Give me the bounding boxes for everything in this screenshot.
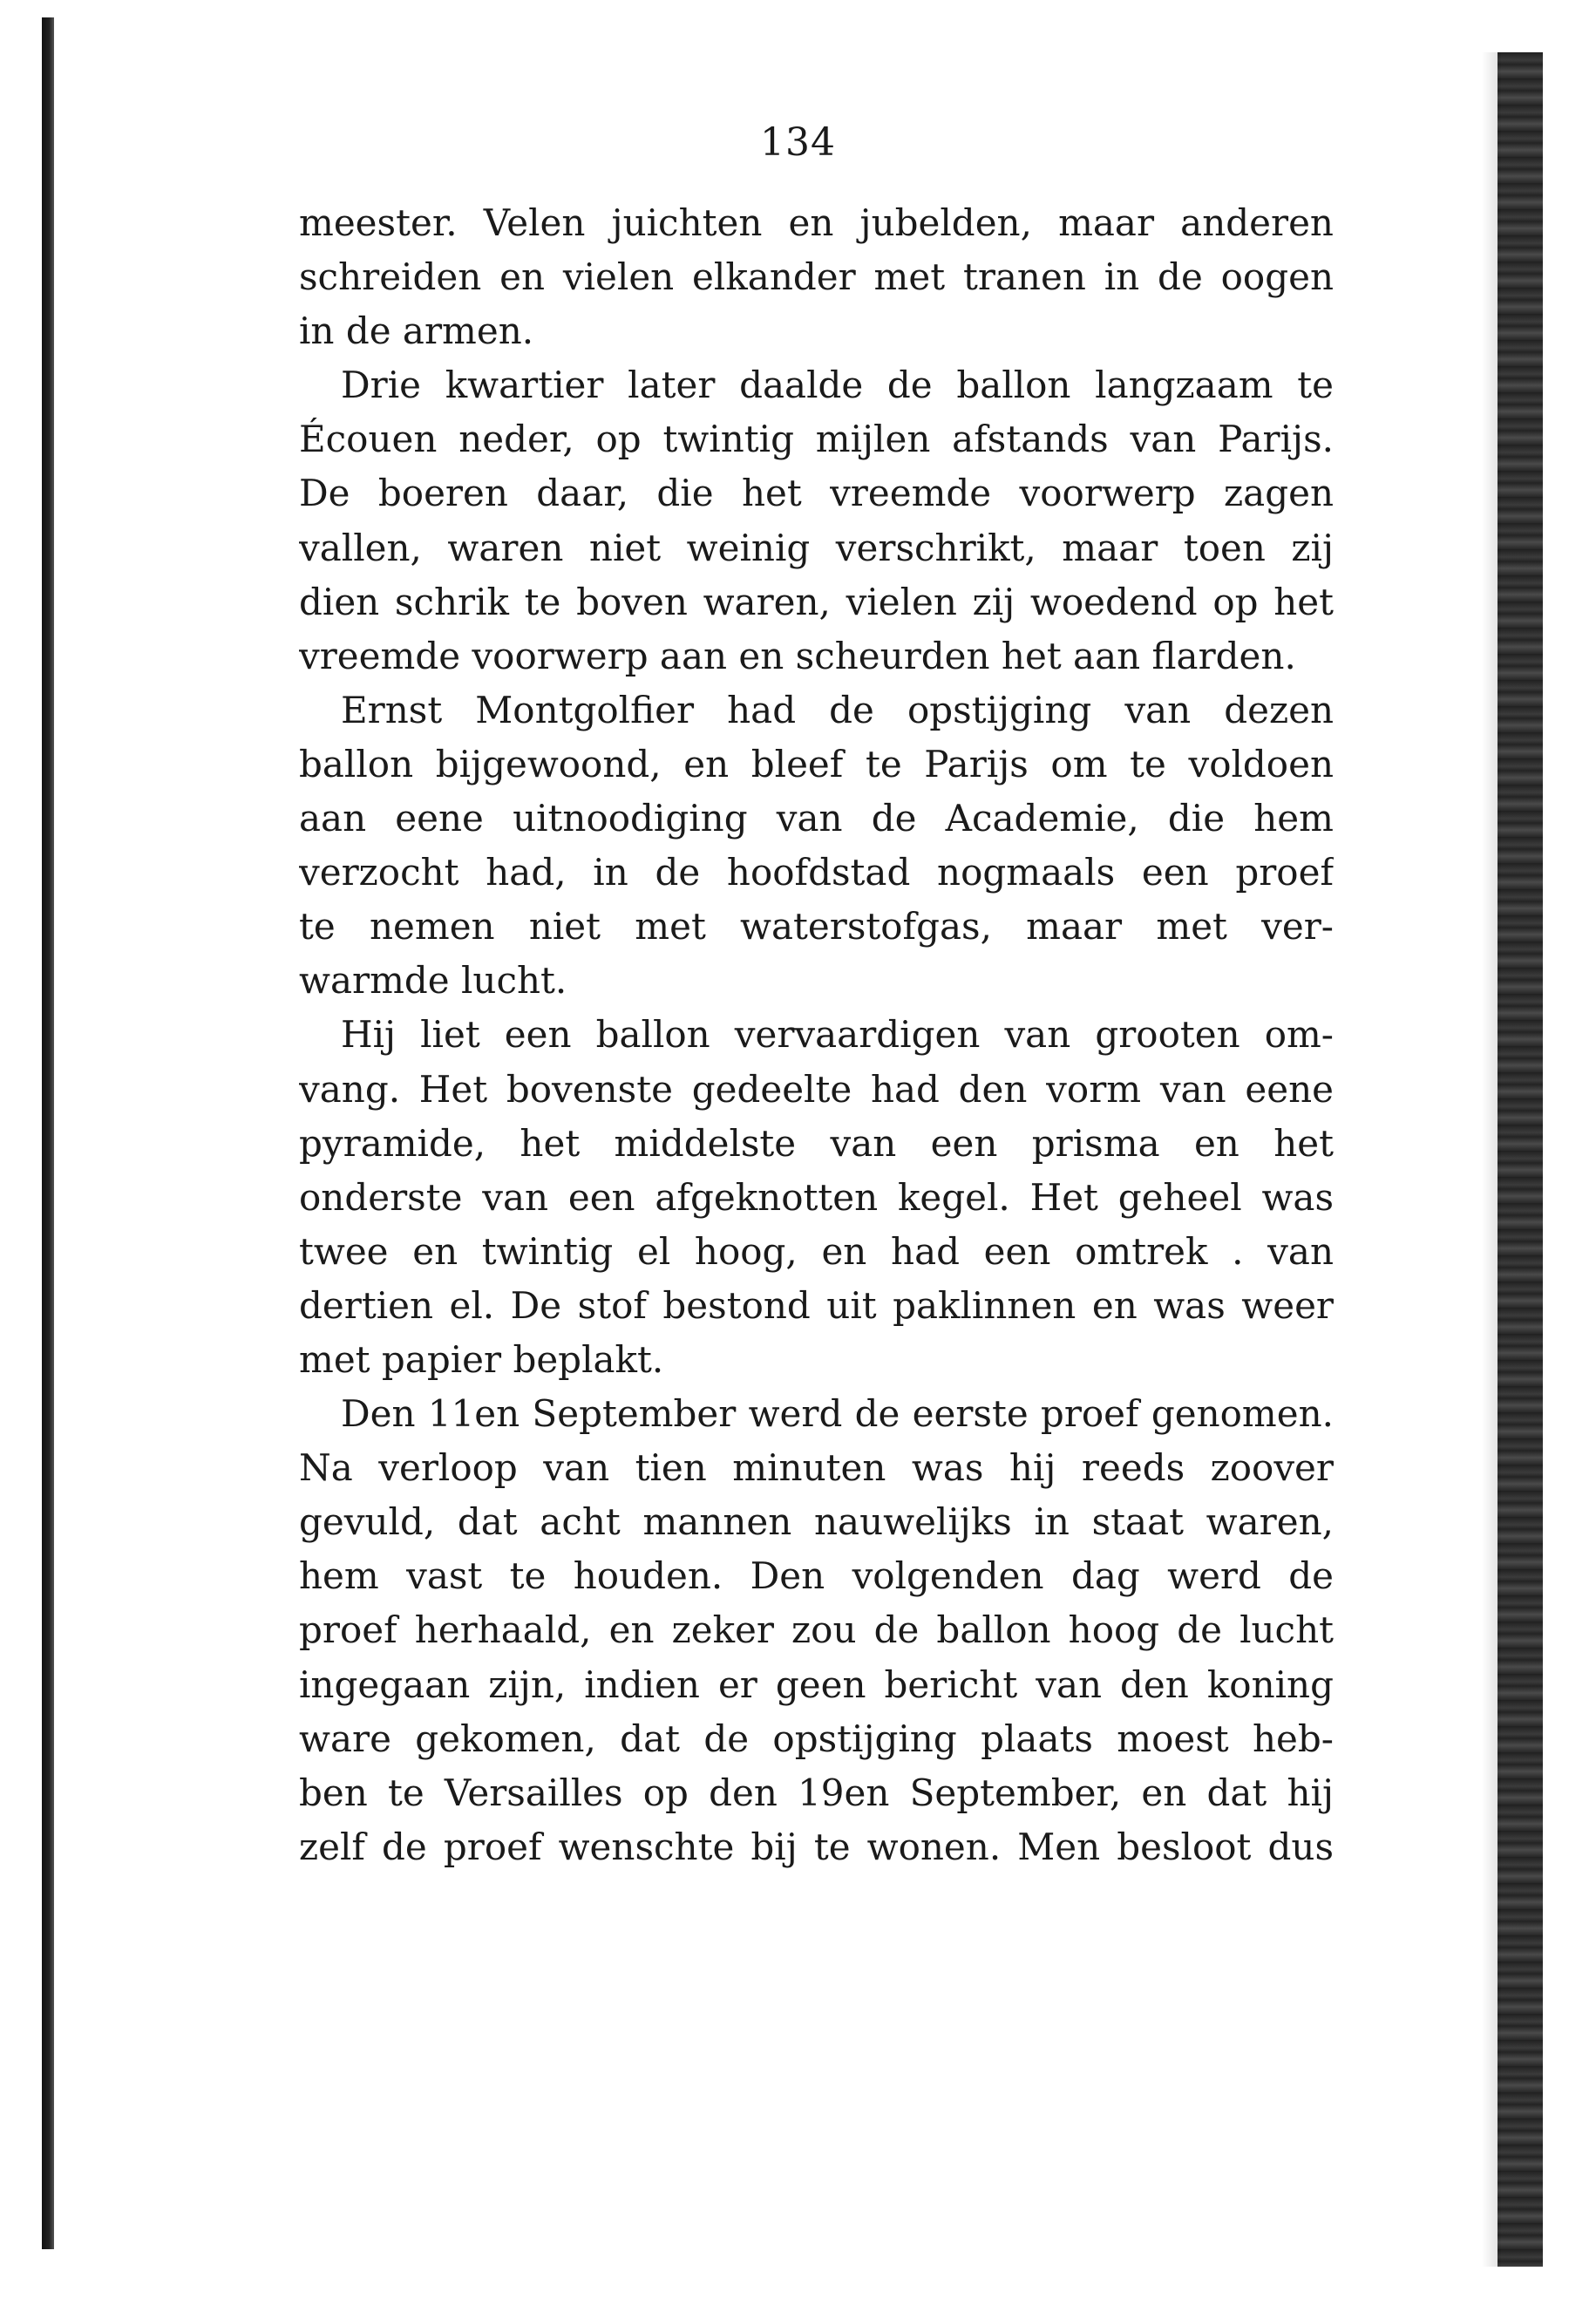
- text-line: zelf de proef wenschte bij te wonen. Men besloot dus: [299, 1825, 1334, 1868]
- text-line: in de armen.: [299, 309, 534, 353]
- text-line: verzocht had, in de hoofdstad nogmaals een proef: [299, 851, 1334, 894]
- text-line: hem vast te houden. Den volgenden dag werd de: [299, 1554, 1334, 1598]
- page-number: 134: [760, 120, 836, 165]
- text-line: onderste van een afgeknotten kegel. Het geheel was: [299, 1175, 1334, 1219]
- text-line: met papier beplakt.: [299, 1337, 664, 1381]
- text-line: Écouen neder, op twintig mijlen afstands van Parijs.: [299, 418, 1334, 461]
- text-line: Na verloop van tien minuten was hij reeds zoover: [299, 1446, 1334, 1490]
- text-line: meester. Velen juichten en jubelden, maar anderen: [299, 201, 1334, 244]
- text-line: Drie kwartier later daalde de ballon langzaam te: [341, 364, 1334, 407]
- scan-left-edge: [42, 17, 54, 2249]
- text-line: schreiden en vielen elkander met tranen in de oogen: [299, 255, 1334, 299]
- text-line: dien schrik te boven waren, vielen zij woedend op het: [299, 580, 1334, 623]
- text-line: vang. Het bovenste gedeelte had den vorm van eene: [299, 1067, 1334, 1111]
- text-line: ingegaan zijn, indien er geen bericht van den koning: [299, 1662, 1334, 1706]
- text-line: Hij liet een ballon vervaardigen van grooten om-: [341, 1013, 1334, 1057]
- text-line: De boeren daar, die het vreemde voorwerp zagen: [299, 472, 1334, 515]
- scan-right-edge: [1498, 52, 1543, 2267]
- text-line: ballon bijgewoond, en bleef te Parijs om te voldoen: [299, 742, 1334, 785]
- text-line: vallen, waren niet weinig verschrikt, maar toen zij: [299, 526, 1334, 569]
- text-line: dertien el. De stof bestond uit paklinnen en was weer: [299, 1283, 1334, 1327]
- text-line: pyramide, het middelste van een prisma en het: [299, 1121, 1334, 1165]
- text-line: twee en twintig el hoog, en had een omtrek . van: [299, 1229, 1334, 1273]
- text-line: gevuld, dat acht mannen nauwelijks in staat waren,: [299, 1500, 1334, 1544]
- text-line: warmde lucht.: [299, 959, 567, 1003]
- body-text: [299, 196, 1334, 1874]
- text-line: ware gekomen, dat de opstijging plaats moest heb-: [299, 1717, 1334, 1760]
- text-line: vreemde voorwerp aan en scheurden het aan flarden.: [299, 634, 1296, 677]
- text-line: aan eene uitnoodiging van de Academie, die hem: [299, 797, 1334, 840]
- text-line: Ernst Montgolfier had de opstijging van dezen: [341, 688, 1334, 731]
- text-line: Den 11en September werd de eerste proef genomen.: [341, 1392, 1334, 1436]
- text-line: ben te Versailles op den 19en September, en dat hij: [299, 1771, 1334, 1814]
- text-line: te nemen niet met waterstofgas, maar met ver-: [299, 905, 1334, 949]
- text-line: proef herhaald, en zeker zou de ballon hoog de lucht: [299, 1608, 1334, 1652]
